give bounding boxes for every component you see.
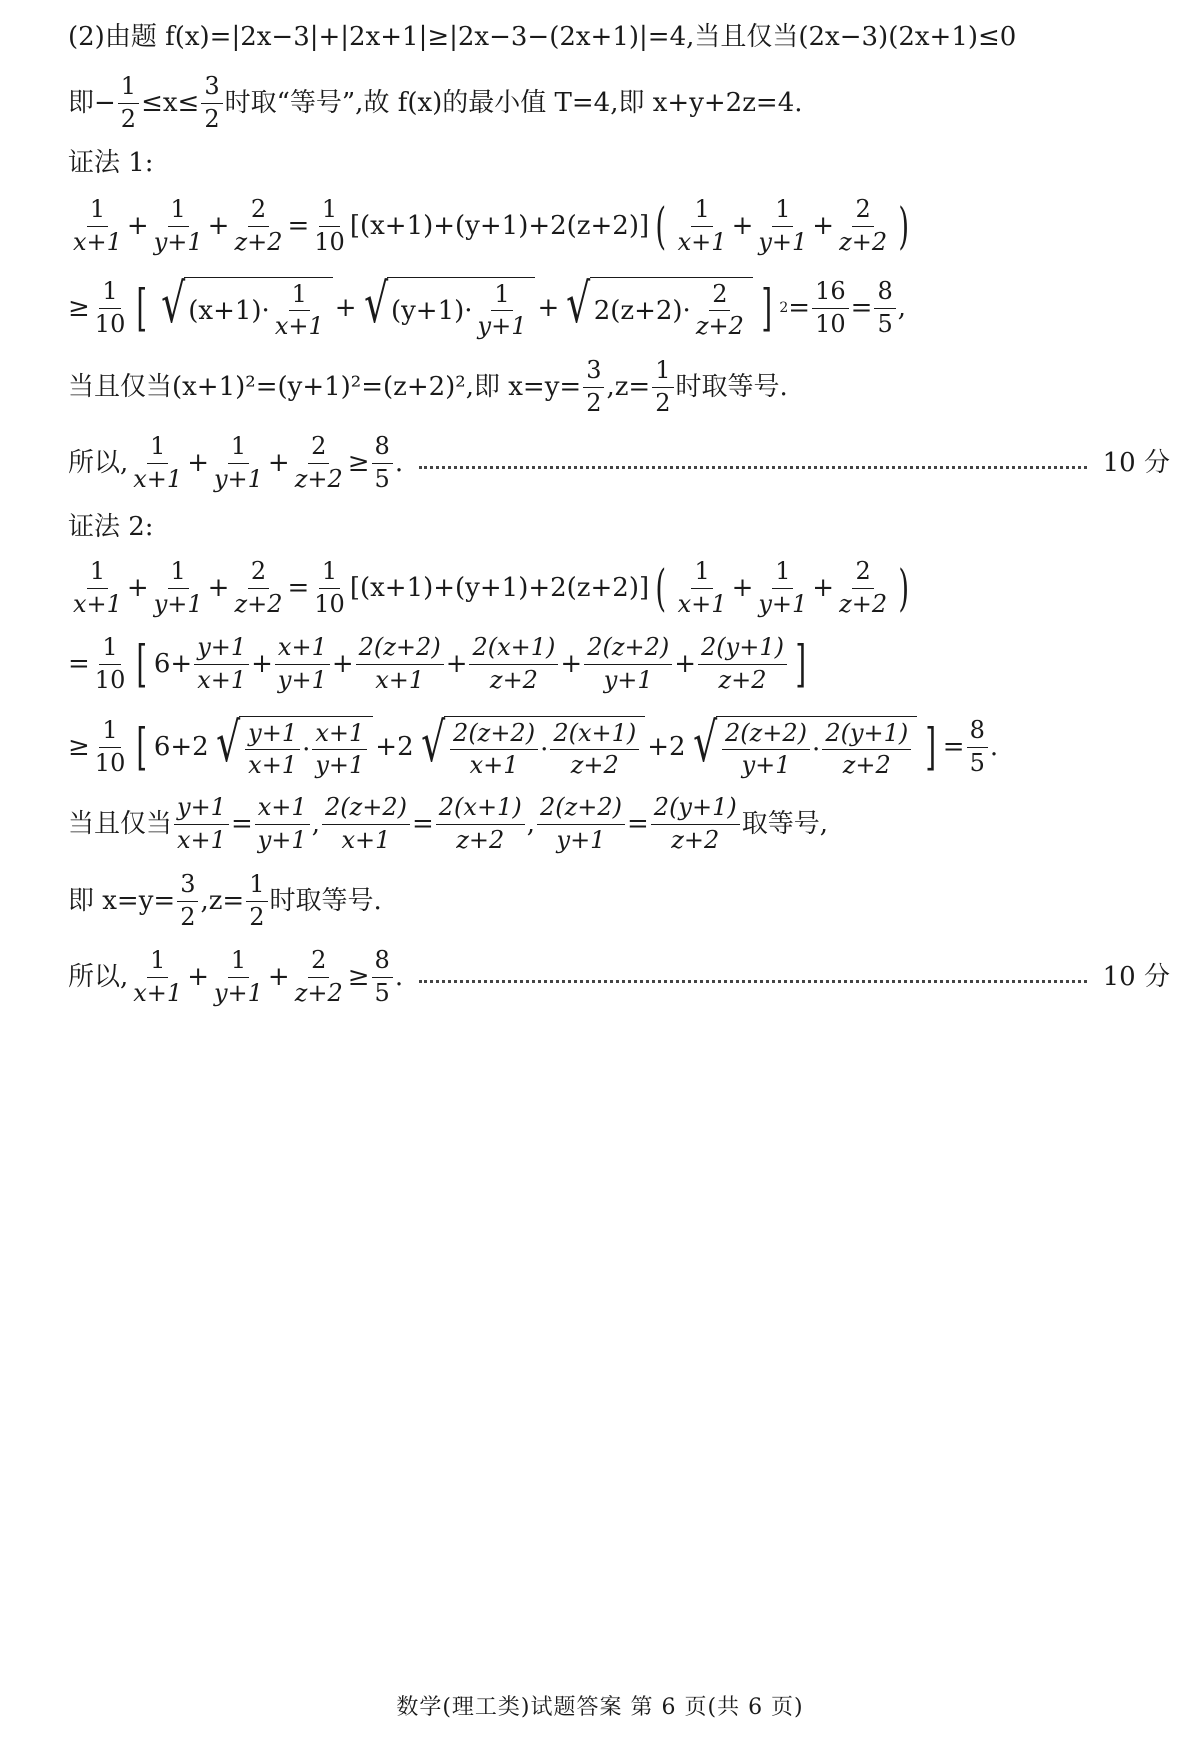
fraction: $\frac{1}{10}$	[314, 195, 345, 256]
sqrt: √ $\frac{2(z+2)}{x+1}$ · $\frac{2(x+1)}{z+2}$	[416, 716, 646, 778]
proof1-equation-1: $\frac{1}{x+1}$ + $\frac{1}{y+1}$ + $\frac{2}{z+2}$ = $\frac{1}{10}$ [(x+1)+(y+1)+2(z+2)] ( $\frac{1}{x+1}$ + $\frac{1}{y+1}$ + $\frac{2}{z+2}$ )	[68, 196, 1170, 256]
fraction: $\frac{2(y+1)}{z+2}$	[698, 635, 787, 692]
fraction: $\frac{3}{2}$	[583, 358, 604, 415]
fraction: $\frac{1}{x+1}$	[677, 195, 727, 256]
fraction: $\frac{1}{y+1}$	[213, 946, 263, 1007]
fraction: $\frac{x+1}{y+1}$	[255, 795, 310, 852]
proof1-conclusion: 所以, $\frac{1}{x+1}$ + $\frac{1}{y+1}$ + $\frac{2}{z+2}$ ≥ $\frac{8}{5}$ . 10 分	[68, 432, 1170, 493]
fraction: $\frac{8}{5}$	[874, 279, 895, 336]
range-suffix: 时取“等号”,故 f(x)的最小值 T=4,即 x+y+2z=4.	[224, 88, 803, 118]
fraction: $\frac{2(z+2)}{x+1}$	[356, 635, 444, 692]
fraction: $\frac{1}{y+1}$	[758, 195, 808, 256]
fraction: $\frac{1}{x+1}$	[133, 946, 183, 1007]
proof2-expansion: = $\frac{1}{10}$ [ 6+ $\frac{y+1}{x+1}$ + $\frac{x+1}{y+1}$ + $\frac{2(z+2)}{x+1}$ + $\frac{2(x+1)}{z+2}$ + $\frac{2(z+2)}{y+1}$ + $\frac{2(y+1)}{z+2}$ ]	[68, 633, 807, 694]
problem-statement-line	[68, 20, 1170, 54]
fraction: $\frac{16}{10}$	[812, 279, 849, 336]
fraction: $\frac{y+1}{x+1}$	[174, 795, 229, 852]
fraction: $\frac{1}{y+1}$	[153, 557, 203, 618]
fraction: $\frac{1}{2}$	[118, 74, 139, 131]
fraction: $\frac{1}{y+1}$	[153, 195, 203, 256]
fraction: $\frac{1}{10}$	[94, 277, 126, 338]
fraction: $\frac{1}{y+1}$	[213, 432, 263, 493]
proof2-heading	[68, 510, 1170, 544]
sum-bracket: [(x+1)+(y+1)+2(z+2)]	[349, 211, 650, 241]
fraction: $\frac{2}{z+2}$	[839, 557, 888, 618]
fraction: $\frac{1}{x+1}$	[133, 432, 183, 493]
fraction: $\frac{8}{5}$	[372, 948, 393, 1005]
proof2-heading-text: 证法 2:	[68, 512, 154, 542]
range-line	[68, 74, 1170, 132]
fraction: $\frac{1}{10}$	[94, 716, 126, 777]
fraction: $\frac{2}{z+2}$	[234, 557, 283, 618]
proof1-heading	[68, 146, 1170, 180]
leader-dots	[419, 466, 1087, 469]
fraction: $\frac{2(x+1)}{z+2}$	[469, 635, 558, 692]
fraction: $\frac{8}{5}$	[372, 434, 393, 491]
fraction: $\frac{2}{z+2}$	[234, 195, 283, 256]
fraction: $\frac{1}{2}$	[652, 358, 673, 415]
fraction: $\frac{2}{z+2}$	[294, 432, 343, 493]
fraction: $\frac{3}{2}$	[201, 74, 222, 131]
sqrt: √ $\frac{2(z+2)}{y+1}$ · $\frac{2(y+1)}{z+2}$	[688, 716, 918, 778]
fraction: $\frac{1}{y+1}$	[758, 557, 808, 618]
sqrt: √ (x+1)· $\frac{1}{x+1}$	[156, 277, 333, 339]
statement-text: (2)由题 f(x)=|2x−3|+|2x+1|≥|2x−3−(2x+1)|=4,当且仅当(2x−3)(2x+1)≤0	[68, 22, 1017, 52]
proof2-equality-condition: 当且仅当 $\frac{y+1}{x+1}$ = $\frac{x+1}{y+1}$ , $\frac{2(z+2)}{x+1}$ = $\frac{2(x+1)}{z+2}$ , $\frac{2(z+2)}{y+1}$ = $\frac{2(y+1)}{z+2}$ 取等号,	[68, 793, 828, 854]
sqrt: √ 2(z+2)· $\frac{2}{z+2}$	[561, 277, 753, 339]
fraction: $\frac{1}{x+1}$	[73, 195, 122, 256]
fraction: $\frac{8}{5}$	[967, 718, 988, 775]
fraction: $\frac{y+1}{x+1}$	[194, 635, 249, 692]
fraction: $\frac{2(x+1)}{z+2}$	[436, 795, 525, 852]
proof1-equality-condition: 当且仅当(x+1)²=(y+1)²=(z+2)²,即 x=y= $\frac{3}{2}$ ,z= $\frac{1}{2}$ 时取等号.	[68, 356, 788, 417]
proof2-conclusion: 所以, $\frac{1}{x+1}$ + $\frac{1}{y+1}$ + $\frac{2}{z+2}$ ≥ $\frac{8}{5}$ . 10 分	[68, 946, 1170, 1007]
range-prefix: 即−	[68, 88, 116, 118]
sum-bracket: [(x+1)+(y+1)+2(z+2)]	[349, 573, 650, 603]
fraction: $\frac{2}{z+2}$	[294, 946, 343, 1007]
fraction: $\frac{1}{x+1}$	[73, 557, 122, 618]
fraction: $\frac{2}{z+2}$	[839, 195, 888, 256]
proof1-cauchy-inequality: ≥ $\frac{1}{10}$ [ √ (x+1)· $\frac{1}{x+1}$ + √ (y+1)· $\frac{1}{y+1}$ + √ 2(z+2)· $\frac{2}{z+2}$ ] 2 = $\frac{16}{10}$ = $\frac{8}{5}$ ,	[68, 271, 906, 340]
leader-dots	[419, 980, 1087, 983]
fraction: $\frac{2(z+2)}{y+1}$	[537, 795, 625, 852]
sqrt: √ (y+1)· $\frac{1}{y+1}$	[359, 277, 536, 339]
sqrt: √ $\frac{y+1}{x+1}$ · $\frac{x+1}{y+1}$	[211, 716, 374, 778]
score-label: 10 分	[1102, 962, 1170, 992]
fraction: $\frac{2(z+2)}{y+1}$	[584, 635, 672, 692]
range-mid: ≤x≤	[141, 88, 200, 118]
fraction: $\frac{1}{x+1}$	[677, 557, 727, 618]
fraction: $\frac{1}{10}$	[94, 633, 126, 694]
fraction: $\frac{x+1}{y+1}$	[275, 635, 330, 692]
proof2-amgm-inequality: ≥ $\frac{1}{10}$ [ 6+2 √ $\frac{y+1}{x+1}$ · $\frac{x+1}{y+1}$ +2 √ $\frac{2(z+2)}{x+1}$ · $\frac{2(x+1)}{z+2}$ +2 √ $\frac{2(z+2)}{y+1}$ · $\frac{2(y+1)}{z+2}$ ] = $\frac{8}{5}$ .	[68, 710, 999, 779]
proof2-solution: 即 x=y= $\frac{3}{2}$ ,z= $\frac{1}{2}$ 时取等号.	[68, 870, 382, 931]
fraction: $\frac{1}{10}$	[314, 557, 345, 618]
proof1-heading-text: 证法 1:	[68, 148, 154, 178]
fraction: $\frac{3}{2}$	[177, 872, 198, 929]
page-footer: 数学(理工类)试题答案 第 6 页(共 6 页)	[396, 1695, 804, 1720]
fraction: $\frac{2(y+1)}{z+2}$	[651, 795, 740, 852]
score-label: 10 分	[1102, 448, 1170, 478]
fraction: $\frac{1}{2}$	[246, 872, 267, 929]
fraction: $\frac{2(z+2)}{x+1}$	[322, 795, 410, 852]
proof2-equation-1: $\frac{1}{x+1}$ + $\frac{1}{y+1}$ + $\frac{2}{z+2}$ = $\frac{1}{10}$ [(x+1)+(y+1)+2(z+2)] ( $\frac{1}{x+1}$ + $\frac{1}{y+1}$ + $\frac{2}{z+2}$ )	[68, 558, 1170, 618]
